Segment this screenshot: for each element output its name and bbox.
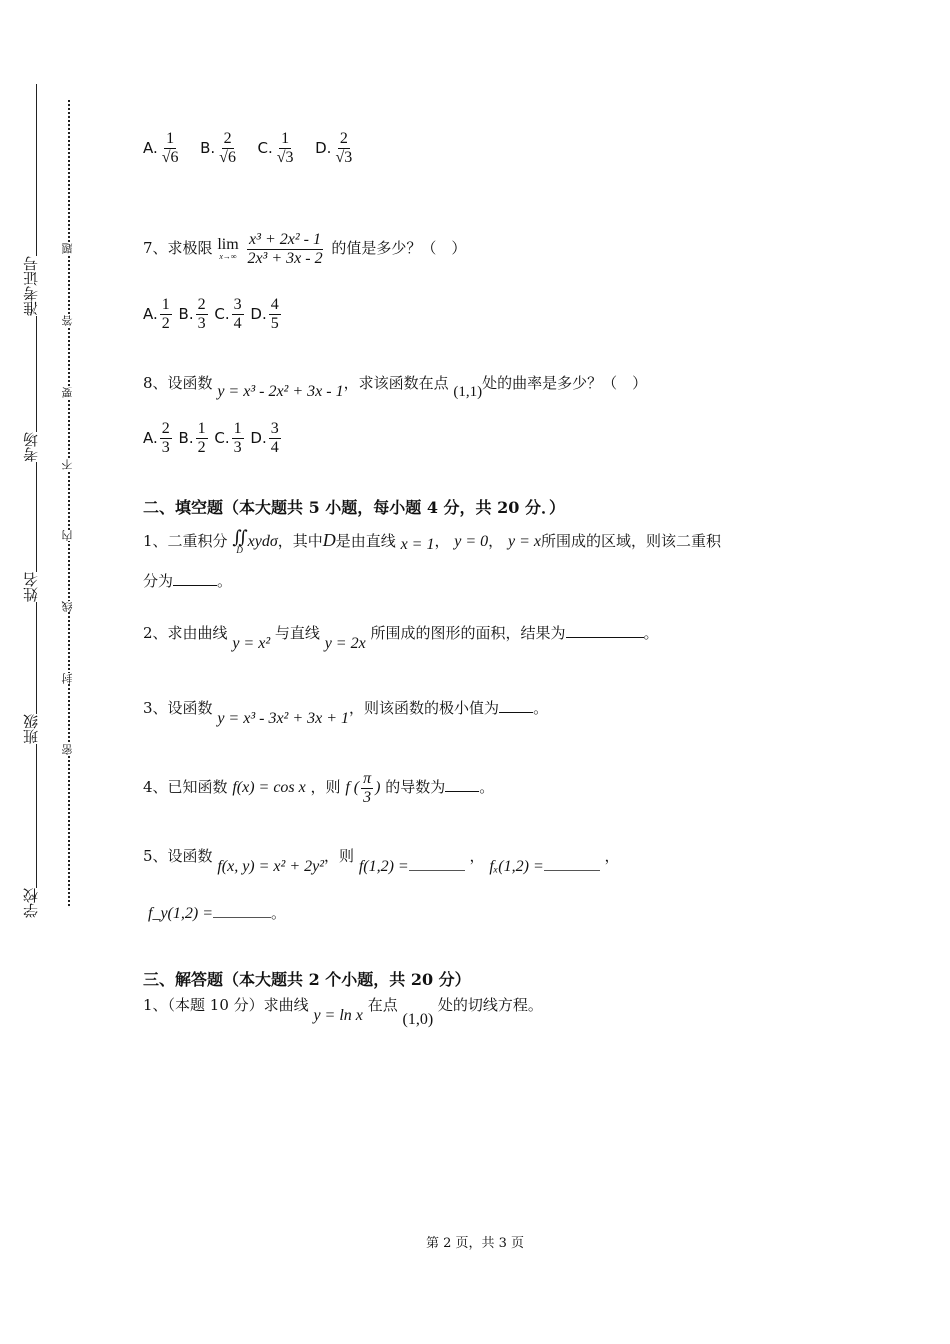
seal-char: 密 (61, 744, 74, 755)
q7-option-a[interactable]: A. $\frac{1}{2}$ (143, 296, 170, 332)
seal-char: 要 (61, 387, 74, 398)
answer-blank[interactable] (409, 856, 465, 871)
fill-question-1: 1、二重积分 ∬ D xydσ，其中D是由直线 x = 1， y = 0， y = x所围成的区域，则该二重积 (143, 527, 721, 555)
q8-option-c[interactable]: C. $\frac{1}{3}$ (214, 420, 242, 456)
fill-question-3: 3、设函数 y = x³ - 3x² + 3x + 1，则该函数的极小值为 。 (143, 699, 549, 727)
q7-options (143, 296, 283, 332)
label-class: 班级 (22, 714, 40, 744)
q6-option-c[interactable]: C. $\frac{1}{√3}$ (257, 130, 294, 166)
fill-question-1-line-2: 分为 。 (143, 572, 233, 590)
fill-question-5-line-2: f_y(1,2) = 。 (148, 904, 287, 922)
seal-char: 题 (61, 243, 74, 254)
answer-blank[interactable] (544, 856, 600, 871)
section-3-title: 三、解答题（本大题共 2 个小题，共 20 分） (143, 970, 471, 989)
q6-option-a[interactable]: A. $\frac{1}{√6}$ (143, 130, 179, 166)
page-footer: 第 2 页，共 3 页 (425, 1236, 525, 1251)
q7-option-b[interactable]: B. $\frac{2}{3}$ (178, 296, 206, 332)
answer-blank[interactable] (566, 623, 644, 638)
q6-options (143, 130, 356, 166)
fill-question-4: 4、已知函数 f(x) = cos x ，则 f ( $\frac{\pi}{3}$ ) 的导数为 。 (143, 770, 495, 806)
seal-char: 封 (61, 673, 74, 684)
q8-options (143, 420, 283, 456)
label-name: 姓名 (22, 572, 40, 602)
q8-option-a[interactable]: A. $\frac{2}{3}$ (143, 420, 170, 456)
seal-char: 答 (61, 315, 74, 326)
seal-char: 不 (61, 459, 74, 470)
q8-option-b[interactable]: B. $\frac{1}{2}$ (178, 420, 206, 456)
label-school: 学校 (22, 888, 40, 918)
q6-option-b[interactable]: B. $\frac{2}{√6}$ (200, 130, 236, 166)
answer-blank[interactable] (213, 903, 271, 918)
section-2-title: 二、填空题（本大题共 5 小题，每小题 4 分，共 20 分．） (143, 498, 565, 517)
label-exam-number: 准考证号 (22, 256, 40, 316)
answer-blank[interactable] (499, 698, 533, 713)
q6-option-d[interactable]: D. $\frac{2}{√3}$ (315, 130, 353, 166)
label-exam-room: 考场 (22, 432, 40, 462)
seal-char: 内 (61, 530, 74, 541)
seal-char: 线 (61, 601, 74, 612)
fill-question-5: 5、设函数 f(x, y) = x² + 2y²，则 f(1,2) = ， fₓ(1,2) = ， (143, 847, 620, 875)
question-7: 7、求极限 lim x→∞ $\frac{\text{x³ + 2x² - 1}}{\text{2x³ + 3x - 2}}$ 的值是多少？（ ） (143, 231, 467, 267)
answer-blank[interactable] (173, 571, 217, 586)
binding-line (36, 84, 37, 914)
seal-dotted-line (68, 100, 70, 906)
answer-question-1: 1、（本题 10 分）求曲线 y = ln x 在点 (1,0) 处的切线方程。 (143, 996, 543, 1028)
q8-option-d[interactable]: D. $\frac{3}{4}$ (250, 420, 279, 456)
question-8: 8、设函数 y = x³ - 2x² + 3x - 1，求该函数在点 (1,1)处的曲率是多少？（ ） (143, 374, 648, 400)
fill-question-2: 2、求由曲线 y = x² 与直线 y = 2x 所围成的图形的面积，结果为 。 (143, 624, 659, 652)
q7-option-c[interactable]: C. $\frac{3}{4}$ (214, 296, 242, 332)
answer-blank[interactable] (445, 777, 479, 792)
q7-option-d[interactable]: D. $\frac{4}{5}$ (250, 296, 279, 332)
